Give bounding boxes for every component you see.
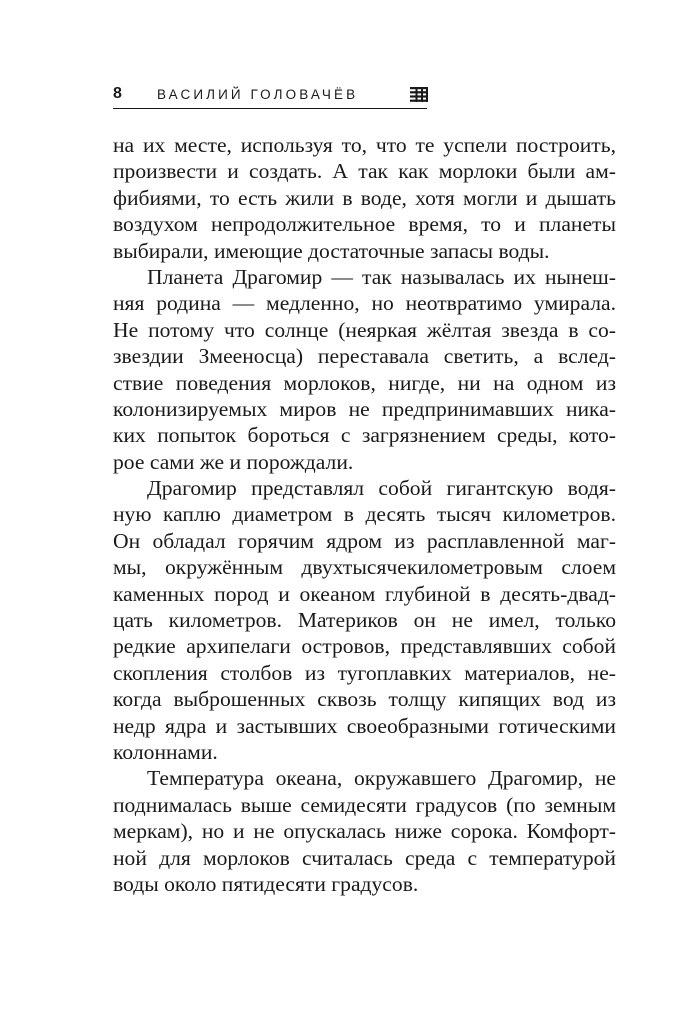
paragraph bbox=[113, 264, 616, 475]
paragraph bbox=[113, 132, 616, 264]
text-line: мы, окружённым двухтысячекилометровым слоем bbox=[113, 555, 616, 580]
text-line: поднималась выше семидесяти градусов (по земным bbox=[113, 792, 616, 817]
text-line: ной для морлоков считалась среда с температурой bbox=[113, 845, 616, 870]
header-rule bbox=[113, 108, 427, 109]
text-line: Не потому что солнце (неяркая жёлтая звезда в со- bbox=[113, 317, 616, 342]
text-line: Драгомир представлял собой гигантскую водя- bbox=[147, 476, 616, 501]
text-line: фибиями, то есть жили в воде, хотя могли и дышать bbox=[113, 185, 616, 210]
text-line: воздухом непродолжительное время, то и планеты bbox=[113, 212, 616, 237]
running-head bbox=[113, 84, 428, 108]
text-line: Он обладал горячим ядром из расплавленной маг- bbox=[113, 528, 616, 553]
text-line: колонизируемых миров не предпринимавших ника- bbox=[113, 396, 616, 421]
text-line: недр ядра и застывших своеобразными готическими bbox=[113, 713, 616, 738]
text-line: произвести и создать. А так как морлоки были ам- bbox=[113, 159, 616, 184]
author-name: ВАСИЛИЙ ГОЛОВАЧЁВ bbox=[157, 87, 359, 102]
text-line: Температура океана, окружавшего Драгомир, не bbox=[147, 766, 616, 791]
text-line: на их месте, используя то, что те успели построить, bbox=[113, 133, 616, 157]
text-line: ствие поведения морлоков, нигде, ни на одном из bbox=[113, 370, 616, 395]
text-line: няя родина — медленно, но неотвратимо умирала. bbox=[113, 291, 616, 316]
publisher-logo-icon bbox=[410, 87, 428, 102]
text-line: меркам), но и не опускалась ниже сорока. Комфорт- bbox=[113, 819, 616, 844]
text-line: выбирали, имеющие достаточные запасы воды. bbox=[113, 238, 550, 263]
text-line: колоннами. bbox=[113, 739, 218, 764]
page-number: 8 bbox=[113, 85, 122, 102]
text-line: скопления столбов из тугоплавких материалов, не- bbox=[113, 660, 616, 685]
text-line: ких попыток бороться с загрязнением среды, кото- bbox=[113, 423, 616, 448]
text-line: каменных пород и океаном глубиной в десять-двад- bbox=[113, 581, 616, 606]
text-line: когда выброшенных сквозь толщу кипящих вод из bbox=[113, 687, 616, 712]
text-line: воды около пятидесяти градусов. bbox=[113, 871, 419, 896]
body-text bbox=[113, 132, 616, 897]
text-line: рое сами же и порождали. bbox=[113, 449, 354, 474]
text-line: звездии Змееносца) переставала светить, а вслед- bbox=[113, 344, 616, 369]
paragraph bbox=[113, 475, 616, 765]
paragraph bbox=[113, 765, 616, 897]
text-line: цать километров. Материков он не имел, только bbox=[113, 608, 616, 633]
text-line: Планета Драгомир — так называлась их нынеш- bbox=[147, 264, 616, 289]
text-line: ную каплю диаметром в десять тысяч километров. bbox=[113, 502, 616, 527]
text-line: редкие архипелаги островов, представлявших собой bbox=[113, 634, 616, 659]
